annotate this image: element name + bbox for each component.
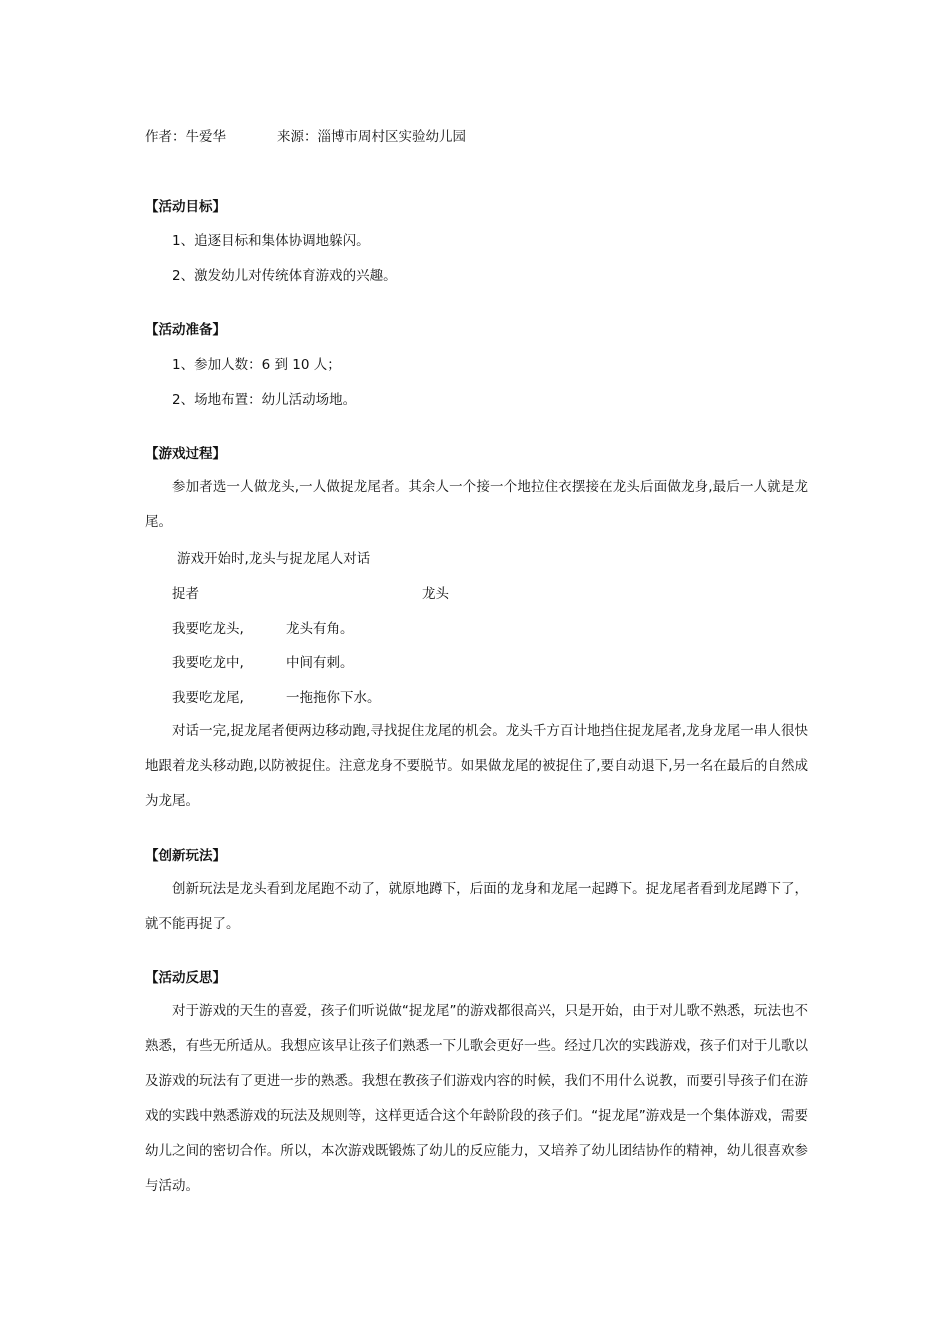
dialogue-row — [172, 619, 354, 639]
process-heading: 【游戏过程】 — [145, 446, 226, 462]
prep-item: 1、参加人数：6 到 10 人； — [172, 357, 341, 373]
goal-item: 2、激发幼儿对传统体育游戏的兴趣。 — [172, 268, 397, 284]
reflection-text: 对于游戏的天生的喜爱，孩子们听说做“捉龙尾”的游戏都很高兴，只是开始，由于对儿歌不熟悉，玩法也不熟悉，有些无所适从。我想应该早让孩子们熟悉一下儿歌会更好一些。经过几次的实践游戏，孩子们对于儿歌以及游戏的玩法有了更进一步的熟悉。我想在教孩子们游戏内容的时候，我们不用什么说教，而要引导孩子们在游戏的实践中熟悉游戏的玩法及规则等，这样更适合这个年龄阶段的孩子们。“捉龙尾”游戏是一个集体游戏，需要幼儿之间的密切合作。所以，本次游戏既锻炼了幼儿的反应能力，又培养了幼儿团结协作的精神，幼儿很喜欢参与活动。 — [145, 1003, 808, 1194]
author-line — [145, 127, 466, 147]
catcher-line: 我要吃龙尾, — [172, 690, 244, 706]
catcher-line: 我要吃龙中, — [172, 655, 244, 671]
goal-item: 1、追逐目标和集体协调地躲闪。 — [172, 233, 370, 249]
innovation-heading: 【创新玩法】 — [145, 848, 226, 864]
dialogue-row — [172, 653, 354, 673]
process-intro: 参加者选一人做龙头,一人做捉龙尾者。其余人一个接一个地拉住衣摆接在龙头后面做龙身,最后一人就是龙尾。 — [145, 479, 808, 530]
head-line: 一拖拖你下水。 — [286, 690, 381, 706]
process-rules: 对话一完,捉龙尾者便两边移动跑,寻找捉住龙尾的机会。龙头千方百计地挡住捉龙尾者,龙身龙尾一串人很快地跟着龙头移动跑,以防被捉住。注意龙身不要脱节。如果做龙尾的被捉住了,要自动退下,另一名在最后的自然成为龙尾。 — [145, 723, 808, 809]
dialogue-intro: 游戏开始时,龙头与捉龙尾人对话 — [177, 551, 371, 567]
innovation-text: 创新玩法是龙头看到龙尾跑不动了，就原地蹲下，后面的龙身和龙尾一起蹲下。捉龙尾者看到龙尾蹲下了，就不能再捉了。 — [145, 881, 808, 932]
author: 作者：牛爱华 — [145, 129, 226, 145]
prep-item: 2、场地布置：幼儿活动场地。 — [172, 392, 357, 408]
goals-heading: 【活动目标】 — [145, 199, 226, 215]
role-head: 龙头 — [422, 586, 449, 602]
source: 来源：淄博市周村区实验幼儿园 — [277, 129, 466, 145]
prep-heading: 【活动准备】 — [145, 322, 226, 338]
reflection-heading: 【活动反思】 — [145, 970, 226, 986]
dialogue-roles — [172, 584, 449, 604]
dialogue-row — [172, 688, 381, 708]
head-line: 龙头有角。 — [286, 621, 354, 637]
catcher-line: 我要吃龙头, — [172, 621, 244, 637]
head-line: 中间有刺。 — [286, 655, 354, 671]
role-catcher: 捉者 — [172, 586, 199, 602]
